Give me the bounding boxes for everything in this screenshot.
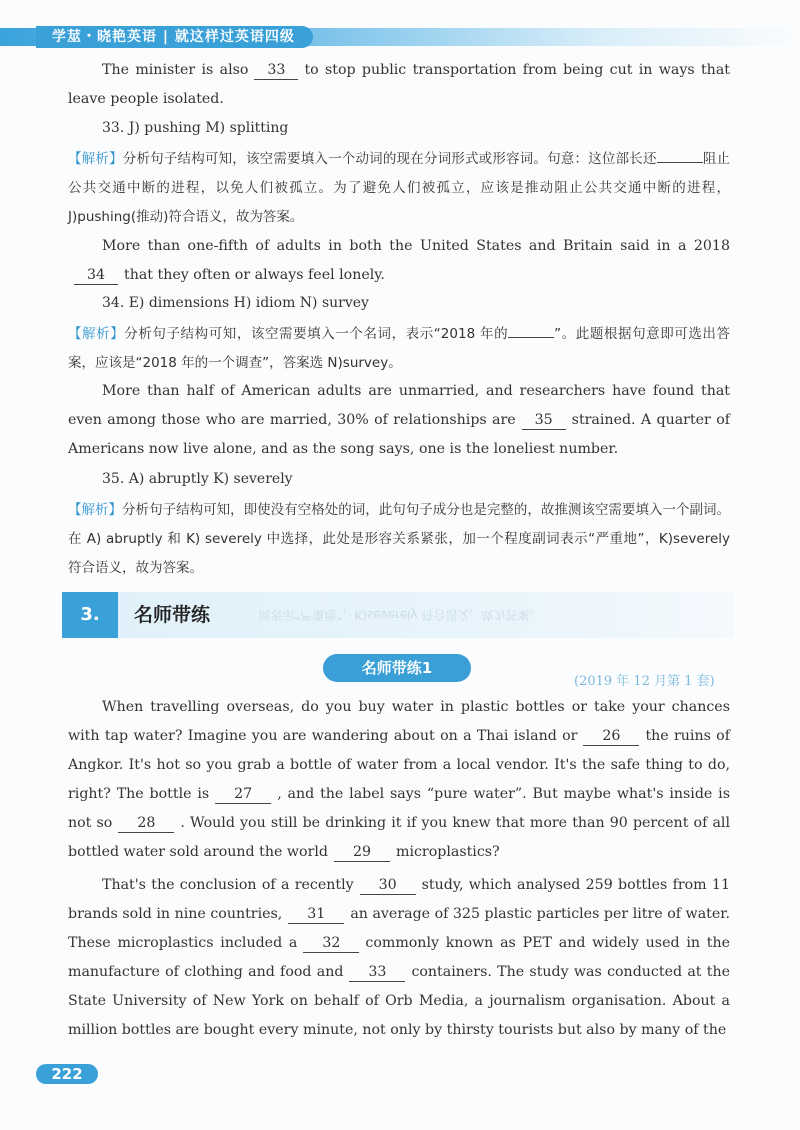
section-number: 3.: [62, 592, 118, 638]
blank-34: 34: [74, 266, 118, 285]
analysis-tag: 【解析】: [68, 326, 125, 342]
bleed-through-text: 词表示“严重地”，K)severely 符合语义，故为答案。: [258, 608, 542, 622]
blank-33-passage: 33: [349, 963, 405, 982]
blank-30: 30: [360, 876, 416, 895]
exercise-source: (2019 年 12 月第 1 套): [574, 674, 715, 689]
question-34-sentence: More than one-fifth of adults in both the United States and Britain said in a 201834 that they often or always feel lonely.: [68, 232, 730, 290]
options-34: 34. E) dimensions H) idiom N) survey: [102, 295, 369, 311]
question-35-sentence: More than half of American adults are unmarried, and researchers have found that even among those who are married, 30% of relationships are 35 strained. A quarter of Americans now live alone, and as the song says, one is the loneliest number.: [68, 383, 730, 457]
blank-27: 27: [215, 785, 271, 804]
blank-31: 31: [288, 905, 344, 924]
options-33: 33. J) pushing M) splitting: [102, 120, 289, 136]
blank-29: 29: [334, 843, 390, 862]
blank-26: 26: [583, 727, 639, 746]
analysis-tag: 【解析】: [68, 151, 123, 167]
blank-28: 28: [118, 814, 174, 833]
blank-35: 35: [522, 411, 566, 430]
question-33-sentence: The minister is also 33 to stop public transportation from being cut in ways that leave people isolated.: [68, 62, 730, 107]
analysis-35: 【解析】分析句子结构可知，即使没有空格处的词，此句句子成分也是完整的，故推测该空需要填入一个副词。在 A) abruptly 和 K) severely 中选择，此处是形容关系紧张，加一个程度副词表示“严重地”，K)severely 符合语义，故为答案。: [68, 502, 731, 576]
analysis-blank: [508, 323, 554, 338]
analysis-blank: [657, 148, 703, 163]
blank-32: 32: [303, 934, 359, 953]
exercise-label: 名师带练1: [323, 654, 471, 682]
section-title: 名师带练: [134, 604, 211, 626]
analysis-34: 【解析】分析句子结构可知，该空需要填入一个名词，表示“2018 年的 ”。此题根据句意即可选出答案，应该是“2018 年的一个调查”，答案选 N)survey。: [68, 320, 730, 378]
page-number: 222: [36, 1064, 98, 1084]
analysis-tag: 【解析】: [68, 502, 123, 518]
analysis-33: 【解析】分析句子结构可知，该空需要填入一个动词的现在分词形式或形容词。句意：这位部长还 阻止公共交通中断的进程，以免人们被孤立。为了避免人们被孤立，应该是推动阻止公共交通中断的进程，J)pushing(推动)符合语义，故为答案。: [68, 145, 730, 232]
passage-paragraph-2: That's the conclusion of a recently 30 study, which analysed 259 bottles from 11 brands sold in nine countries, 31 an average of 325 plastic particles per litre of water. These microplastics included a 32 commonly known as PET and widely used in the manufacture of clothing and food and 33 containers. The study was conducted at the State University of New York on behalf of Orb Media, a journalism organisation. About a million bottles are bought every minute, not only by thirsty tourists but also by many of the: [68, 877, 730, 1038]
options-35: 35. A) abruptly K) severely: [102, 471, 293, 487]
blank-33: 33: [254, 61, 298, 80]
passage-paragraph-1: When travelling overseas, do you buy water in plastic bottles or take your chances with tap water? Imagine you are wandering about on a Thai island or 26 the ruins of Angkor. It's hot so you grab a bottle of water from a local vendor. It's the safe thing to do, right? The bottle is 27 , and the label says “pure water”. But maybe what's inside is not so 28 . Would you still be drinking it if you knew that more than 90 percent of all bottled water sold around the world 29 microplastics?: [68, 699, 730, 860]
running-header: 学莁・晓艳英语 | 就这样过英语四级: [36, 26, 313, 48]
